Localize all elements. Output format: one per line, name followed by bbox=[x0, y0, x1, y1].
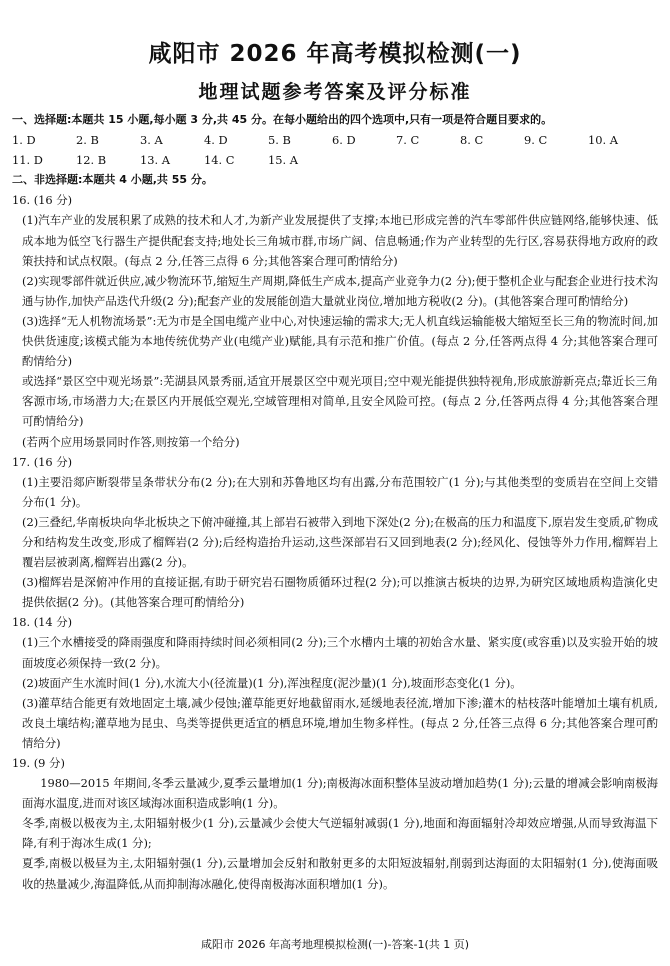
q17-answer-2: (2)三叠纪,华南板块向华北板块之下俯冲碰撞,其上部岩石被带入到地下深处(2 分);在极高的压力和温度下,原岩发生变质,矿物成分和结构发生改变,形成了榴辉岩(2 分);后经构造抬升运动,这些深部岩石又回到地表(2 分);经风化、侵蚀等外力作用,榴辉岩上覆岩层被剥离,榴辉岩出露(2 分)。 bbox=[22, 514, 658, 570]
answer-item: 2. B bbox=[76, 133, 99, 148]
answer-item: 11. D bbox=[12, 153, 43, 168]
answer-item: 13. A bbox=[140, 153, 170, 168]
answer-item: 10. A bbox=[588, 133, 618, 148]
q17-answer-1: (1)主要沿郯庐断裂带呈条带状分布(2 分);在大别和苏鲁地区均有出露,分布范围较广(1 分);与其他类型的变质岩在空间上交错分布(1 分)。 bbox=[22, 474, 658, 509]
answer-item: 12. B bbox=[76, 153, 107, 168]
answers-row-1 bbox=[12, 130, 658, 150]
question-18-label: 18. (14 分) bbox=[12, 615, 73, 630]
answer-item: 1. D bbox=[12, 133, 36, 148]
answer-item: 4. D bbox=[204, 133, 228, 148]
question-16-label: 16. (16 分) bbox=[12, 193, 73, 208]
q19-answer-3: 夏季,南极以极昼为主,太阳辐射强(1 分),云量增加会反射和散射更多的太阳短波辐射,削弱到达海面的太阳辐射(1 分),使海面吸收的热量减少,海温降低,从而抑制海冰融化,使得南极海冰面积增加(1 分)。 bbox=[22, 856, 658, 891]
q19-answer-2: 冬季,南极以极夜为主,太阳辐射极少(1 分),云量减少会使大气逆辐射减弱(1 分),地面和海面辐射冷却效应增强,从而导致海温下降,有利于海冰生成(1 分); bbox=[22, 816, 658, 851]
q16-answer-1: (1)汽车产业的发展积累了成熟的技术和人才,为新产业发展提供了支撑;本地已形成完善的汽车零部件供应链网络,能够快速、低成本地为低空飞行器生产提供配套支持;地处长三角城市群,市场广阔、信息畅通;作为产业转型的先行区,容易获得地方政府的政策扶持和试点权限。(每点 2 分,任答三点得 6 分;其他答案合理可酌情给分) bbox=[22, 213, 658, 268]
q17-answer-3: (3)榴辉岩是深俯冲作用的直接证据,有助于研究岩石圈物质循环过程(2 分);可以推演古板块的边界,为研究区域地质构造演化史提供依据(2 分)。(其他答案合理可酌情给分) bbox=[22, 575, 658, 610]
page-subtitle: 地理试题参考答案及评分标准 bbox=[198, 81, 472, 103]
q18-answer-3: (3)灌草结合能更有效地固定土壤,减少侵蚀;灌草能更好地截留雨水,延缓地表径流,增加下渗;灌木的枯枝落叶能增加土壤有机质,改良土壤结构;灌草地为昆虫、鸟类等提供更适宜的栖息环境,增加生物多样性。(每点 2 分,任答三点得 6 分;其他答案合理可酌情给分) bbox=[22, 695, 658, 750]
answer-item: 7. C bbox=[396, 133, 420, 148]
q19-answer-1: 1980—2015 年期间,冬季云量减少,夏季云量增加(1 分);南极海冰面积整体呈波动增加趋势(1 分);云量的增减会影响南极海面海水温度,进而对该区域海冰面积造成影响(1 分)。 bbox=[22, 776, 658, 811]
answer-item: 15. A bbox=[268, 153, 298, 168]
question-17-label: 17. (16 分) bbox=[12, 454, 73, 469]
answers-row-2 bbox=[12, 150, 658, 170]
answer-item: 6. D bbox=[332, 133, 356, 148]
q18-answer-1: (1)三个水槽接受的降雨强度和降雨持续时间必须相同(2 分);三个水槽内土壤的初始含水量、紧实度(或容重)以及实验开始的坡面坡度必须保持一致(2 分)。 bbox=[22, 635, 658, 670]
part1-heading: 一、选择题:本题共 15 小题,每小题 3 分,共 45 分。在每小题给出的四个选项中,只有一项是符合题目要求的。 bbox=[12, 113, 553, 126]
answer-item: 9. C bbox=[524, 133, 548, 148]
q18-answer-2: (2)坡面产生水流时间(1 分),水流大小(径流量)(1 分),浑浊程度(泥沙量)(1 分),坡面形态变化(1 分)。 bbox=[22, 675, 522, 690]
answer-item: 14. C bbox=[204, 153, 235, 168]
answer-item: 5. B bbox=[268, 133, 291, 148]
q16-answer-2: (2)实现零部件就近供应,减少物流环节,缩短生产周期,降低生产成本,提高产业竞争力(2 分);便于整机企业与配套企业进行技术沟通与协作,加快产品迭代升级(2 分);配套产业的发展能创造大量就业岗位,增加地方税收(2 分)。(其他答案合理可酌情给分) bbox=[22, 273, 658, 308]
question-19-label: 19. (9 分) bbox=[12, 756, 65, 770]
q16-answer-3-alt: 或选择“景区空中观光场景”:芜湖县风景秀丽,适宜开展景区空中观光项目;空中观光能提供独特视角,形成旅游新亮点;靠近长三角客源市场,市场潜力大;在景区内开展低空观光,空域管理相对简单,且安全风险可控。(每点 2 分,任答两点得 4 分;其他答案合理可酌情给分) bbox=[22, 374, 658, 429]
page-footer: 咸阳市 2026 年高考地理模拟检测(一)-答案-1(共 1 页) bbox=[200, 938, 470, 951]
q16-answer-3: (3)选择“无人机物流场景”:无为市是全国电缆产业中心,对快速运输的需求大;无人机直线运输能极大缩短至长三角的物流时间,加快供货速度;该模式能为本地传统优势产业(电缆产业)赋能,具有示范和推广价值。(每点 2 分,任答两点得 4 分;其他答案合理可酌情给分) bbox=[22, 313, 658, 369]
answer-item: 8. C bbox=[460, 133, 484, 148]
page-title: 咸阳市 2026 年高考模拟检测(一) bbox=[148, 41, 522, 67]
part2-heading: 二、非选择题:本题共 4 小题,共 55 分。 bbox=[12, 173, 213, 187]
answer-item: 3. A bbox=[140, 133, 163, 148]
q16-note: (若两个应用场景同时作答,则按第一个给分) bbox=[22, 434, 240, 449]
